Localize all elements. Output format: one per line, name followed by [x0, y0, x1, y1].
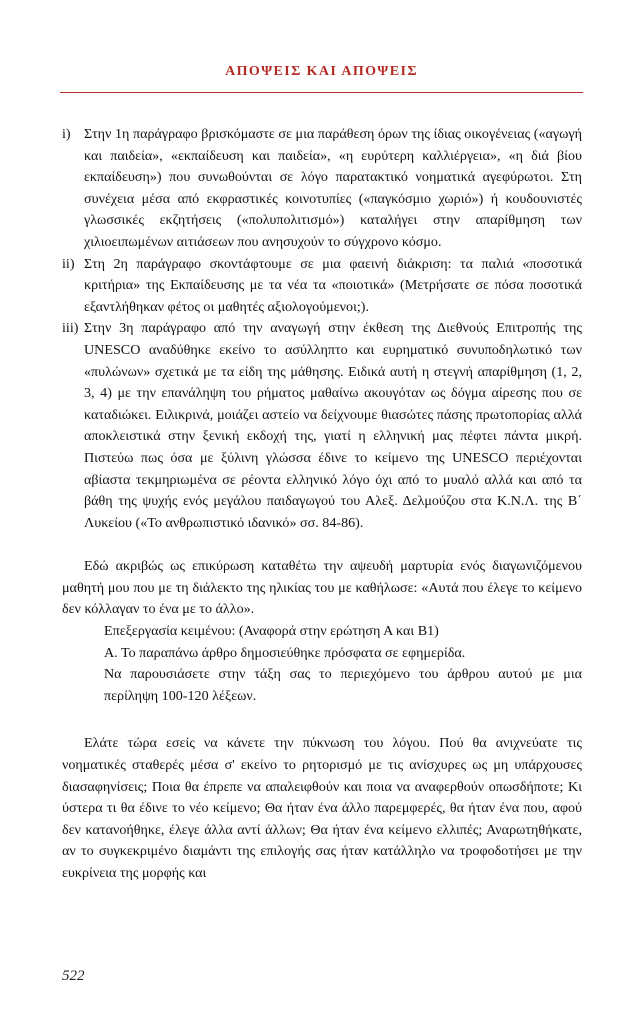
- list-marker: ii): [62, 255, 75, 272]
- final-paragraph: Ελάτε τώρα εσείς να κάνετε την πύκνωση του λόγου. Πού θα ανιχνεύατε τις νοηματικές σταθερές μέσα σ' εκείνο το ρητορισμό με τις ανίσχυρες ως μη υπάρχουσες διασαφηνίσεις; Ποια θα έπρεπε να απαλειφθούν και ποια να αναφερθούν οπωσδήποτε; Κι ύστερα τι θα έδινε το νέο κείμενο; Θα ήταν ένα άλλο παρεμφερές, θα ήταν ένα που, αφού δεν κατανοήθηκε, έλεγε άλλα αντί άλλων; Θα ήταν ένα κείμενο ελλιπές; Αναρωτηθήκατε, αν το συγκεκριμένο διαμάντι της επιλογής σας ήταν κατάλληλο να τροφοδοτήσει με την ευκρίνεια της μορφής και: [62, 735, 582, 881]
- list-item-text: Στη 2η παράγραφο σκοντάφτουμε σε μια φαεινή διάκριση: τα παλιά «ποσοτικά κριτήρια» της Εκπαίδευσης με τα νέα τα «ποιοτικά» (Μετρήσατε σε πόσα ποσοτικά εξαντλήθηκαν φέτος οι μαθητές αξιολογούμενοι;).: [84, 255, 582, 315]
- page-number: 522: [62, 968, 85, 984]
- spacer: [62, 534, 582, 556]
- header-rule: [60, 92, 583, 93]
- list-marker: iii): [62, 320, 79, 337]
- spacer: [62, 707, 582, 733]
- exercise-heading: Επεξεργασία κειμένου: (Αναφορά στην ερώτηση Α και Β1): [104, 623, 439, 640]
- list-marker: i): [62, 126, 71, 142]
- exercise-line-a: Α. Το παραπάνω άρθρο δημοσιεύθηκε πρόσφατα σε εφημερίδα.: [104, 644, 466, 661]
- exercise-block: [104, 621, 582, 707]
- running-title: ΑΠΟΨΕΙΣ ΚΑΙ ΑΠΟΨΕΙΣ: [225, 64, 418, 79]
- list-item-text: Στην 1η παράγραφο βρισκόμαστε σε μια παράθεση όρων της ίδιας οικογένειας («αγωγή και παιδεία», «εκπαίδευση και παιδεία», «η ευρύτερη καλλιέργεια», «η διά βίου εκπαίδευση») που συνωθούνται σε λόγο παρατακτικό νοηματικά αγεφύρωτοι. Στη συνέχεια μέσα από εκφραστικές κοινοτυπίες («παγκόσμιο χωριό») ή κουδουνιστές γλωσσικές εκζητήσεις («πολυπολιτισμό») καταλήγει στην απαρίθμηση των χιλιοειπωμένων αιτιάσεων που ανησυχούν το σύγχρονο κόσμο.: [84, 126, 582, 250]
- exercise-line-b: Να παρουσιάσετε στην τάξη σας το περιεχόμενο του άρθρου αυτού με μια περίληψη 100-120 λέξεων.: [104, 666, 582, 704]
- list-item-ii: [62, 254, 582, 319]
- testimony-paragraph: Εδώ ακριβώς ως επικύρωση καταθέτω την αψευδή μαρτυρία ενός διαγωνιζόμενου μαθητή μου που με τη διάλεκτο της ηλικίας του με καθήλωσε: «Αυτά που έλεγε το κείμενο δεν κόλλαγαν το ένα με το άλλο».: [62, 558, 582, 618]
- list-item-text: Στην 3η παράγραφο από την αναγωγή στην έκθεση της Διεθνούς Επιτροπής της UNESCO αναδύθηκε εκείνο το ασύλληπτο και ευρηματικό συνυποδηλωτικό των «πυλώνων» σχετικά με τα είδη της μάθησης. Ειδικά αυτή η στεγνή απαρίθμηση (1, 2, 3, 4) με την επανάληψη του ρήματος μαθαίνω ακουγόταν ως δόγμα αίρεσης που σε καταδιώκει. Ειλικρινά, μοιάζει αστείο να δείχνουμε θιασώτες πάσης πρωτοπορίας αλλά αποκλειστικά στην ξενική εκδοχή της, γιατί η ελληνική μας πέφτει πάντα μικρή. Πιστεύω πως όσα με ξύλινη γλώσσα έδινε το κείμενο της UNESCO περιέχονται αβίαστα τεκμηριωμένα σε ρέοντα ελληνικό λόγο όχι από το μυαλό αλλά και από τα βάθη της ψυχής ενός μεγάλου παιδαγωγού του Αλεξ. Δελμούζου στα Κ.Ν.Λ. της Β΄ Λυκείου («Το ανθρωπιστικό ιδανικό» σσ. 84-86).: [84, 320, 582, 531]
- list-item-iii: [62, 318, 582, 534]
- page-body: [62, 124, 582, 885]
- list-item-i: [62, 124, 582, 254]
